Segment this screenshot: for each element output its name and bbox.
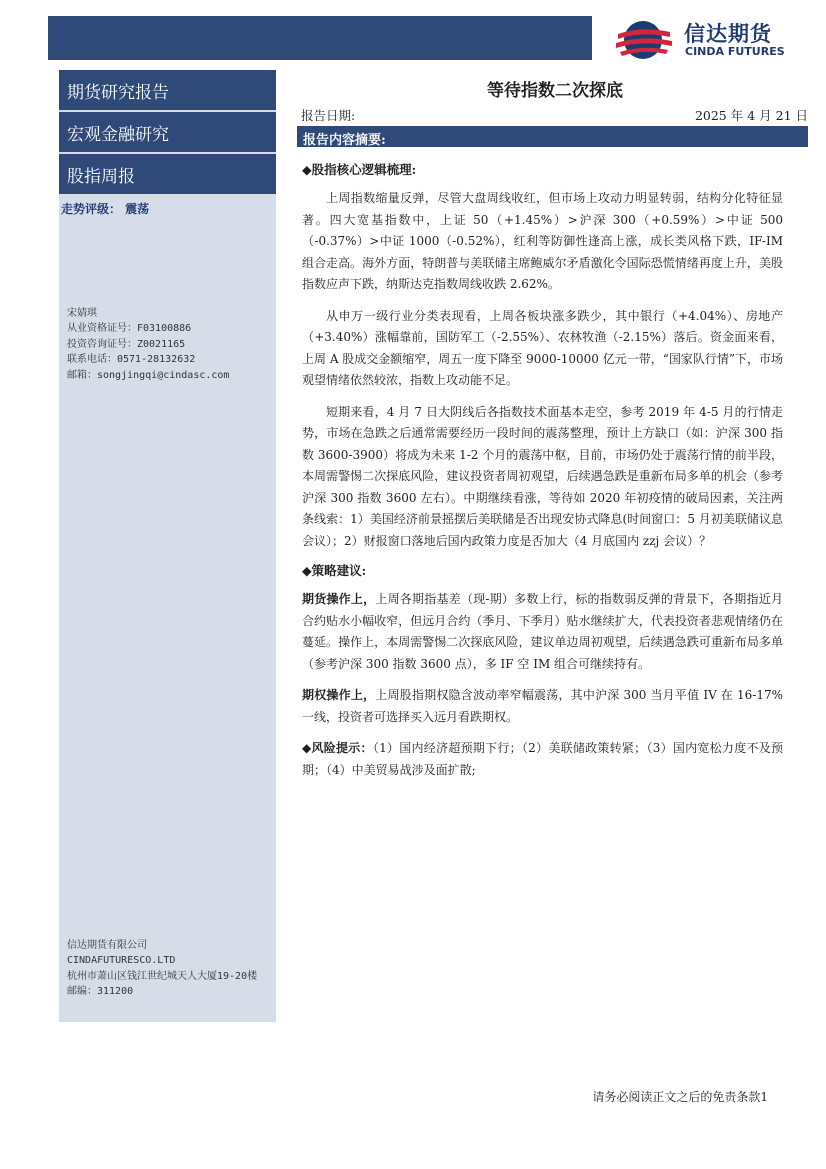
paragraph-options-strategy xyxy=(302,685,783,728)
analyst-name: 宋婧琪 xyxy=(67,308,97,319)
sidebar xyxy=(59,70,276,1022)
report-body xyxy=(302,161,783,791)
trend-rating: 走势评级： 震荡 xyxy=(61,202,150,216)
options-strategy-text: 上周股指期权隐含波动率窄幅震荡，其中沪深 300 当月平值 IV 在 16-17%一线，投资者可选择买入远月看跌期权。 xyxy=(302,688,783,724)
logo-text-en: CINDA FUTURES xyxy=(685,45,785,58)
company-name-en: CINDAFUTURESCO.LTD xyxy=(67,955,176,967)
company-postcode: 邮编：311200 xyxy=(67,986,134,998)
section-heading-logic: ◆股指核心逻辑梳理: xyxy=(302,162,417,177)
logo-text-cn: 信达期货 xyxy=(684,22,772,46)
paragraph-outlook: 短期来看，4 月 7 日大阴线后各指数技术面基本走空，参考 2019 年 4-5 月的行情走势，市场在急跌之后通常需要经历一段时间的震荡整理，预计上方缺口（如：沪深 300 指数 3600-3900）将成为未来 1-2 个月的震荡中枢，目前，市场仍处于震荡行情的前半段，本周需警惕二次探底风险，建议投资者周初观望，后续遇急跌是重新布局多单的机会（参考沪深 300 指数 3600 左右）。中期继续看涨，等待如 2020 年初疫情的破局因素，关注两条线索：1）美国经济前景摇摆后美联储是否出现安协式降息(时间窗口：5 月初美联储议息会议）；2）财报窗口落地后国内政策力度是否加大（4 月底国内 zzj 会议）？ xyxy=(302,404,783,548)
date-label: 报告日期: xyxy=(301,108,356,123)
paragraph-market-review: 上周指数缩量反弹，尽管大盘周线收红，但市场上攻动力明显转弱，结构分化特征显著。四大宽基指数中，上证 50（+1.45%）>沪深 300（+0.59%）>中证 500（-0.37%）>中证 1000（-0.52%），红利等防御性逢高上涨，成长类风格下跌，IF-IM 组合走高。海外方面，特朗普与美联储主席鲍威尔矛盾激化令国际恐慌情绪再度上升，美股指数应声下跌，纳斯达克指数周线收跌 2.62%。 xyxy=(302,191,783,291)
futures-strategy-text: 上周各期指基差（现-期）多数上行，标的指数弱反弹的背景下，各期指近月合约贴水小幅收窄，但远月合约（季月、下季月）贴水继续扩大，代表投资者悲观情绪仍在蔓延。操作上，本周需警惕二次探底风险，建议单边周初观望，后续遇急跌可重新布局多单（参考沪深 300 指数 3600 点），多 IF 空 IM 组合可继续持有。 xyxy=(302,592,783,671)
footer-disclaimer: 请务必阅读正文之后的免责条款1 xyxy=(592,1090,768,1104)
page-title: 等待指数二次探底 xyxy=(487,81,623,101)
summary-header: 报告内容摘要: xyxy=(297,126,808,147)
risk-lead: ◆风险提示： xyxy=(302,741,373,755)
report-name: 股指周报 xyxy=(59,154,276,194)
analyst-license: 从业资格证号：F03100886 xyxy=(67,323,192,335)
analyst-phone: 联系电话：0571-28132632 xyxy=(67,354,196,366)
report-type: 期货研究报告 xyxy=(59,70,276,110)
company-info xyxy=(67,938,272,1000)
company-address: 杭州市萧山区钱江世纪城天人大厦19-20楼 xyxy=(67,970,258,982)
logo-mark-icon xyxy=(612,18,674,60)
analyst-contact xyxy=(67,306,229,383)
report-date: 2025 年 4 月 21 日 xyxy=(694,108,808,123)
paragraph-risk xyxy=(302,738,783,781)
company-name-cn: 信达期货有限公司 xyxy=(67,940,147,951)
research-area: 宏观金融研究 xyxy=(59,112,276,152)
paragraph-sector-review: 从申万一级行业分类表现看，上周各板块涨多跌少，其中银行（+4.04%）、房地产（+3.40%）涨幅靠前，国防军工（-2.55%）、农林牧渔（-2.15%）落后。资金面来看，上周 A 股成交金额缩窄，周五一度下降至 9000-10000 亿元一带，“国家队行情”下，市场观望情绪依然较浓，指数上攻动能不足。 xyxy=(302,308,783,387)
risk-text: （1）国内经济超预期下行；（2）美联储政策转紧；（3）国内宽松力度不及预期；（4）中美贸易战涉及面扩散; xyxy=(302,741,783,777)
section-heading-strategy: ◆策略建议: xyxy=(302,563,367,578)
paragraph-futures-strategy xyxy=(302,589,783,675)
company-logo xyxy=(612,18,802,60)
futures-strategy-lead: 期货操作上， xyxy=(302,592,376,606)
analyst-consult-license: 投资咨询证号：Z0021165 xyxy=(67,338,186,350)
options-strategy-lead: 期权操作上， xyxy=(302,688,376,702)
analyst-email[interactable]: 邮箱：songjingqi@cindasc.com xyxy=(67,369,230,381)
header-band xyxy=(48,16,592,60)
